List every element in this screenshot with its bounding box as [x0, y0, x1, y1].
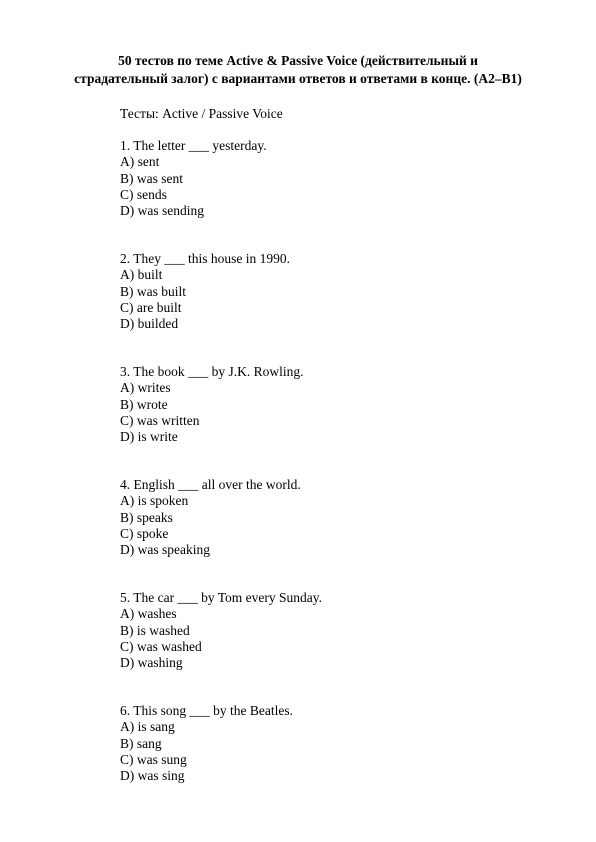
question-text: 1. The letter ___ yesterday.	[120, 138, 267, 153]
answer-option-c: C) are built	[120, 299, 182, 315]
answer-option-b: B) is washed	[120, 622, 190, 638]
question-6	[120, 703, 293, 784]
answer-option-d: D) is write	[120, 429, 178, 445]
question-5	[120, 590, 322, 671]
answer-option-b: B) sang	[120, 735, 162, 751]
answer-option-d: D) was sending	[120, 203, 204, 219]
answer-option-c: C) was sung	[120, 751, 187, 767]
answer-option-d: D) builded	[120, 316, 179, 332]
title-line-1: 50 тестов по теме Active & Passive Voice (действительный и	[118, 53, 478, 68]
answer-option-b: B) was built	[120, 283, 186, 299]
answer-option-d: D) was sing	[120, 768, 185, 784]
question-3	[120, 364, 304, 445]
answer-option-c: C) was written	[120, 412, 200, 428]
question-text: 4. English ___ all over the world.	[120, 477, 301, 492]
question-1	[120, 138, 267, 219]
answer-option-a: A) is sang	[120, 719, 175, 735]
answer-option-b: B) speaks	[120, 509, 173, 525]
answer-option-d: D) washing	[120, 655, 183, 671]
answer-option-b: B) wrote	[120, 396, 168, 412]
question-text: 5. The car ___ by Tom every Sunday.	[120, 590, 323, 605]
test-subtitle: Тесты: Active / Passive Voice	[120, 106, 283, 121]
answer-option-a: A) built	[120, 267, 163, 283]
answer-option-a: A) washes	[120, 606, 177, 622]
question-text: 6. This song ___ by the Beatles.	[120, 703, 293, 718]
answer-option-c: C) sends	[120, 186, 167, 202]
question-text: 2. They ___ this house in 1990.	[120, 251, 290, 266]
answer-option-a: A) sent	[120, 154, 160, 170]
answer-option-a: A) is spoken	[120, 493, 189, 509]
answer-option-c: C) was washed	[120, 638, 202, 654]
answer-option-a: A) writes	[120, 380, 171, 396]
question-4	[120, 477, 301, 558]
answer-option-c: C) spoke	[120, 525, 169, 541]
question-2	[120, 251, 290, 332]
answer-option-b: B) was sent	[120, 170, 183, 186]
answer-option-d: D) was speaking	[120, 542, 210, 558]
title-line-2: страдательный залог) с вариантами ответов и ответами в конце. (A2–B1)	[74, 71, 522, 86]
document-title	[60, 52, 536, 88]
question-text: 3. The book ___ by J.K. Rowling.	[120, 364, 304, 379]
